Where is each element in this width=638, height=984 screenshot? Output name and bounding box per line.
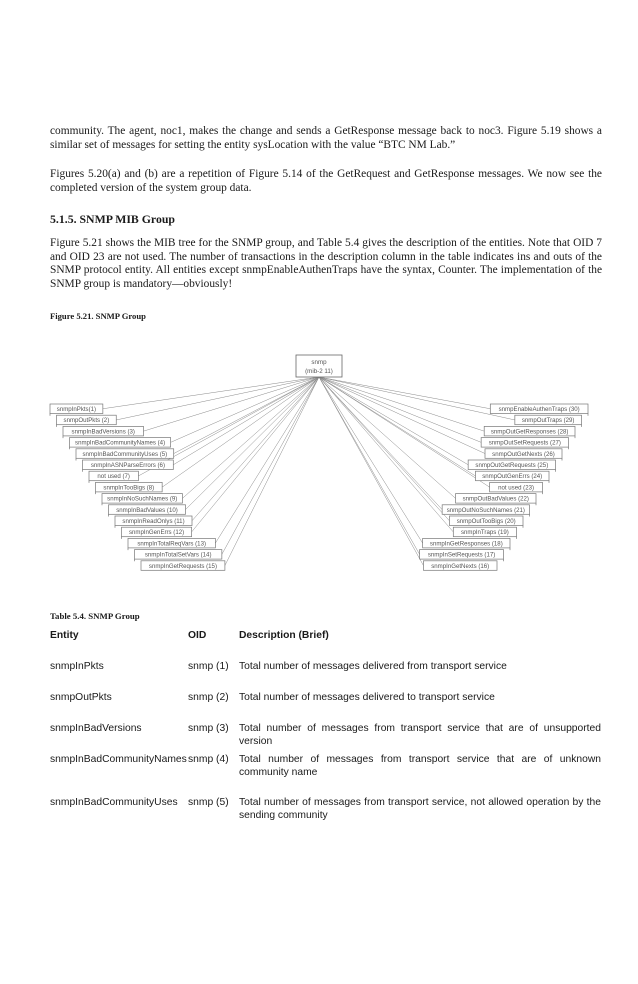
mib-node-label: snmpOutGetNexts (26): [492, 450, 555, 458]
paragraph-snmp-group: Figure 5.21 shows the MIB tree for the SNMP group, and Table 5.4 gives the description of the entities. Note that OID 7 and OID 23 are not used. The number of transactions in the description column in the table indicates ins and outs of the SNMP protocol entity. All entities except snmpEnableAuthenTraps have the syntax, Counter. The implementation of the SNMP group is mandatory—obviously!: [50, 237, 602, 290]
mib-node: [485, 449, 562, 461]
tree-connector: [319, 377, 453, 532]
tree-connector: [192, 377, 319, 521]
row-entity: snmpInBadCommunityUses: [50, 797, 178, 808]
mib-node-label: not used (7): [97, 473, 130, 481]
mib-node-label: snmpInReadOnlys (11): [122, 518, 185, 525]
tree-connector: [319, 377, 423, 543]
row-entity: snmpInBadCommunityNames: [50, 754, 187, 765]
row-oid: snmp (4): [188, 754, 229, 765]
mib-node-label: snmpInBadCommunityNames (4): [75, 439, 166, 447]
row-oid: snmp (5): [188, 797, 229, 808]
tree-connectors: [103, 377, 515, 566]
row-oid: snmp (2): [188, 692, 229, 703]
mib-node: [515, 415, 582, 427]
mib-node: [442, 505, 529, 517]
mib-node: [128, 538, 215, 550]
mib-node: [57, 415, 117, 427]
mib-node-label: snmpInGetNexts (16): [431, 562, 490, 570]
mib-node: [122, 527, 192, 539]
mib-node: [484, 426, 575, 438]
tree-connector: [319, 377, 485, 454]
root-label: snmp: [311, 359, 327, 366]
tree-connector: [319, 377, 423, 566]
tree-connector: [319, 377, 490, 487]
section-heading: 5.1.5. SNMP MIB Group: [50, 212, 175, 226]
mib-node: [109, 505, 186, 517]
mib-node: [490, 482, 543, 494]
root-sub-label: (mib-2 11): [305, 368, 333, 375]
mib-node-label: snmpInTotalReqVars (13): [137, 540, 206, 548]
row-entity: snmpInBadVersions: [50, 723, 142, 734]
left-branch: [50, 404, 225, 570]
tree-connector: [186, 377, 320, 510]
mib-node: [423, 538, 510, 550]
mib-node-label: snmpOutGenErrs (24): [482, 473, 543, 481]
paragraph-figures: Figures 5.20(a) and (b) are a repetition of Figure 5.14 of the GetRequest and GetResponse messages. We now see the completed version of the system group data.: [50, 168, 602, 194]
row-description: Total number of messages delivered to transport service: [239, 692, 495, 703]
mib-node-label: snmpOutNoSuchNames (21): [446, 506, 525, 514]
mib-node-label: snmpOutSetRequests (27): [488, 439, 561, 447]
mib-tree-diagram: [0, 348, 638, 598]
mib-node-label: snmpInASNParseErrors (6): [90, 462, 165, 469]
tree-connector: [319, 377, 420, 554]
mib-node: [115, 516, 192, 528]
mib-node-label: snmpInTraps (19): [460, 529, 509, 537]
mib-node: [135, 550, 222, 562]
table-caption: Table 5.4. SNMP Group: [50, 611, 140, 621]
mib-node: [490, 404, 588, 416]
mib-node: [102, 494, 182, 506]
mib-node: [453, 527, 516, 539]
mib-node-label: not used (23): [498, 484, 535, 492]
row-description: Total number of messages from transport service, not allowed operation by the sending community: [239, 797, 601, 821]
root-node: [296, 355, 342, 377]
tree-connector: [103, 377, 319, 409]
mib-node-label: snmpInBadValues (10): [116, 506, 178, 514]
mib-node: [76, 449, 174, 461]
mib-node: [83, 460, 174, 472]
header-oid: OID: [188, 630, 207, 641]
tree-connector: [319, 377, 468, 465]
mib-node: [50, 404, 103, 416]
row-entity: snmpOutPkts: [50, 692, 112, 703]
mib-node-label: snmpInGenErrs (12): [128, 529, 185, 537]
mib-node-label: snmpInPkts(1): [56, 406, 97, 413]
right-branch: [420, 404, 588, 570]
paragraph-intro: community. The agent, noc1, makes the change and sends a GetResponse message back to noc3. Figure 5.19 shows a similar set of messages for setting the entity sysLocation with the value “BTC NM Lab.”: [50, 125, 602, 151]
row-description: Total number of messages delivered from transport service: [239, 661, 507, 672]
mib-node: [420, 550, 504, 562]
mib-node-label: snmpOutTooBigs (20): [456, 518, 516, 525]
header-entity: Entity: [50, 630, 79, 641]
tree-connector: [171, 377, 319, 442]
mib-node-label: snmpOutGetResponses (28): [490, 428, 569, 436]
mib-node-label: snmpOutPkts (2): [63, 417, 110, 425]
mib-node-label: snmpEnableAuthenTraps (30): [498, 406, 580, 413]
mib-node: [63, 426, 143, 438]
mib-node-label: snmpInBadCommunityUses (5): [82, 450, 168, 458]
tree-connector: [215, 377, 319, 543]
mib-node: [70, 438, 171, 450]
mib-node: [141, 561, 225, 571]
mib-node: [449, 516, 523, 528]
tree-connector: [319, 377, 515, 420]
header-description: Description (Brief): [239, 630, 329, 641]
mib-node-label: snmpInTooBigs (8): [103, 484, 155, 492]
mib-node: [456, 494, 536, 506]
mib-node-label: snmpInSetRequests (17): [427, 551, 496, 559]
tree-connector: [192, 377, 319, 532]
mib-node: [96, 482, 163, 494]
row-oid: snmp (1): [188, 661, 229, 672]
mib-node-label: snmpOutGetRequests (25): [475, 462, 549, 469]
mib-node: [468, 460, 555, 472]
mib-node: [475, 471, 549, 483]
row-oid: snmp (3): [188, 723, 229, 734]
mib-node-label: snmpOutTraps (29): [521, 417, 575, 425]
row-description: Total number of messages from transport service that are of unknown community name: [239, 754, 601, 778]
tree-connector: [319, 377, 456, 498]
mib-node: [481, 438, 568, 450]
mib-node-label: snmpInTotalSetVars (14): [144, 551, 212, 559]
figure-caption: Figure 5.21. SNMP Group: [50, 311, 146, 321]
mib-node-label: snmpInGetRequests (15): [148, 562, 217, 570]
tree-connector: [319, 377, 490, 409]
mib-node: [423, 561, 497, 571]
tree-connector: [319, 377, 481, 442]
mib-node: [89, 471, 138, 483]
tree-connector: [182, 377, 319, 498]
mib-node-label: snmpInBadVersions (3): [71, 428, 135, 436]
mib-node-label: snmpInNoSuchNames (9): [107, 495, 178, 503]
mib-node-label: snmpInGetResponses (18): [429, 540, 503, 548]
mib-node-label: snmpOutBadValues (22): [462, 495, 529, 503]
row-entity: snmpInPkts: [50, 661, 104, 672]
row-description: Total number of messages from transport service that are of unsupported version: [239, 723, 601, 747]
